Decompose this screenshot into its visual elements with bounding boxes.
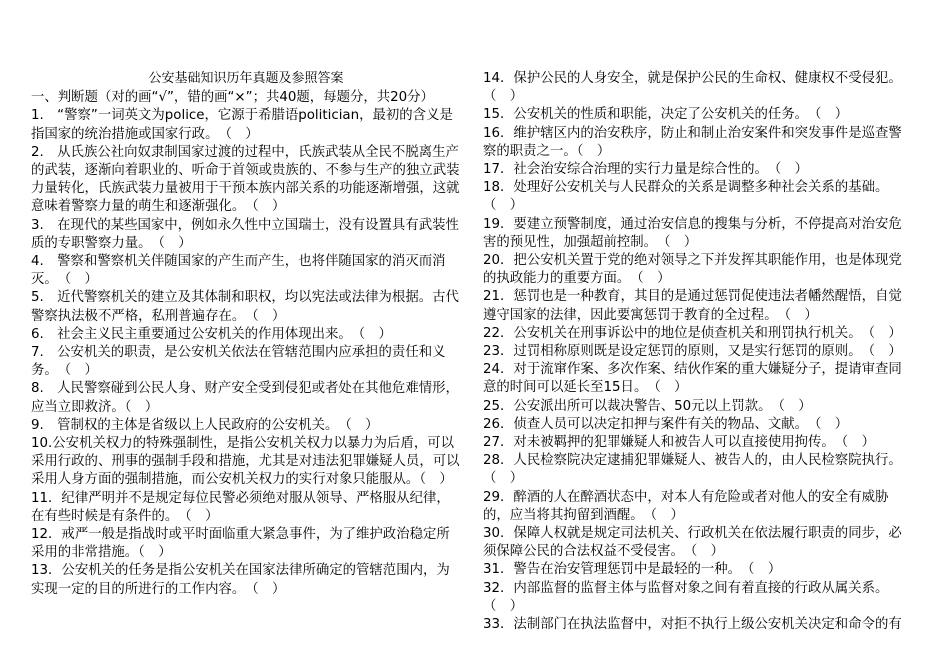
question-item: 15．公安机关的性质和职能，决定了公安机关的任务。 （ ） <box>483 107 849 123</box>
question-item: 4. 警察和警察机关伴随国家的产生而产生，也将伴随国家的消灭而消灭。 （ ） <box>31 254 446 288</box>
question-item: 2. 从氏族公社向奴隶制国家过渡的过程中，氏族武装从全民不脱离生产的武装，逐渐向着职业的、听命于首领或贵族的、不参与生产的独立武装力量转化，氏族武装力量被用于干预本族内部关系的功能逐渐增强，这就意味着警察力量的萌生和逐渐强化。 （ ） <box>31 144 460 215</box>
question-item: 25．公安派出所可以裁决警告、50元以上罚款。 （ ） <box>483 398 812 414</box>
question-item: 24．对于流窜作案、多次作案、结伙作案的重大嫌疑分子，提请审查同意的时间可以延长至15日。 （ ） <box>483 362 902 396</box>
question-item: 8. 人民警察碰到公民人身、财产安全受到侵犯或者处在其他危难情形，应当立即救济。（ ） <box>31 381 459 415</box>
question-item: 23．过罚相称原则既是设定惩罚的原则，又是实行惩罚的原则。 （ ） <box>483 344 902 360</box>
question-item: 18．处理好公安机关与人民群众的关系是调整多种社会关系的基础。（ ） <box>483 180 889 214</box>
question-item: 11．纪律严明并不是规定每位民警必须绝对服从领导、严格服从纪律，在有些时候是有条件的。 （ ） <box>31 490 450 524</box>
question-item: 9. 管制权的主体是省级以上人民政府的公安机关。 （ ） <box>31 417 379 433</box>
question-item: 12．戒严一般是指战时或平时面临重大紧急事件，为了维护政治稳定所采用的非常措施。（ ） <box>31 527 450 561</box>
question-item: 27．对未被羁押的犯罪嫌疑人和被告人可以直接使用拘传。 （ ） <box>483 435 875 451</box>
right-question-list <box>483 70 913 634</box>
question-item: 3. 在现代的某些国家中，例如永久性中立国瑞士，没有设置具有武装性质的专职警察力量。 （ ） <box>31 217 459 251</box>
question-item: 16．维护辖区内的治安秩序，防止和制止治安案件和突发事件是巡查警察的职责之一。（ ） <box>483 125 902 159</box>
question-item: 14．保护公民的人身安全，就是保护公民的生命权、健康权不受侵犯。（ ） <box>483 71 902 105</box>
question-item: 32．内部监督的监督主体与监督对象之间有着直接的行政从属关系。（ ） <box>483 580 889 614</box>
question-item: 6. 社会主义民主重要通过公安机关的作用体现出来。 （ ） <box>31 326 392 342</box>
question-item: 5. 近代警察机关的建立及其体制和职权，均以宪法或法律为根据。古代警察执法极不严格，私刑普遍存在。 （ ） <box>31 290 459 324</box>
question-item: 19．要建立预警制度，通过治安信息的搜集与分析，不停提高对治安危害的预见性，加强超前控制。 （ ） <box>483 216 902 250</box>
left-question-list <box>31 107 461 598</box>
question-item: 28．人民检察院决定逮捕犯罪嫌疑人、被告人的，由人民检察院执行。（ ） <box>483 453 902 487</box>
question-item: 17．社会治安综合治理的实行力量是综合性的。 （ ） <box>483 162 809 178</box>
question-item: 30．保障人权就是规定司法机关、行政机关在依法履行职责的同步，必须保障公民的合法权益不受侵害。 （ ） <box>483 526 902 560</box>
question-item: 33．法制部门在执法监督中，对拒不执行上级公安机关决定和命令的有 <box>483 617 902 633</box>
question-item: 31．警告在治安管理惩罚中是最轻的一种。 （ ） <box>483 562 782 578</box>
question-item: 20．把公安机关置于党的绝对领导之下并发挥其职能作用，也是体现党的执政能力的重要方面。 （ ） <box>483 253 902 287</box>
right-column <box>483 70 913 634</box>
question-item: 21．惩罚也是一种教育，其目的是通过惩罚促使违法者幡然醒悟，自觉遵守国家的法律，因此要寓惩罚于教育的全过程。 （ ） <box>483 289 902 323</box>
question-item: 10.公安机关权力的特殊强制性，是指公安机关权力以暴力为后盾，可以采用行政的、刑事的强制手段和措施，尤其是对违法犯罪嫌疑人员，可以采用人身方面的强制措施，而公安机关权力的实行对象只能服从。（ ） <box>31 436 460 488</box>
question-item: 22．公安机关在刑事诉讼中的地位是侦查机关和刑罚执行机关。 （ ） <box>483 325 902 341</box>
question-item: 1. “警察”一词英文为police，它源于希腊语politician，最初的含义是指国家的统治措施或国家行政。 （ ） <box>31 108 453 142</box>
left-column <box>31 70 461 599</box>
document-title: 公安基础知识历年真题及参照答案 <box>148 71 344 86</box>
question-item: 13．公安机关的任务是指公安机关在国家法律所确定的管辖范围内，为实现一定的目的所进行的工作内容。 （ ） <box>31 563 450 597</box>
question-item: 26．侦查人员可以决定扣押与案件有关的物品、文献。 （ ） <box>483 416 849 432</box>
section-heading: 一、判断题（对的画“√”，错的画“×”；共40题，每题分，共20分） <box>31 90 434 106</box>
question-item: 29．醉酒的人在醉酒状态中，对本人有危险或者对他人的安全有威胁的，应当将其拘留到酒醒。 （ ） <box>483 489 889 523</box>
question-item: 7. 公安机关的职责，是公安机关依法在管辖范围内应承担的责任和义务。 （ ） <box>31 345 446 379</box>
